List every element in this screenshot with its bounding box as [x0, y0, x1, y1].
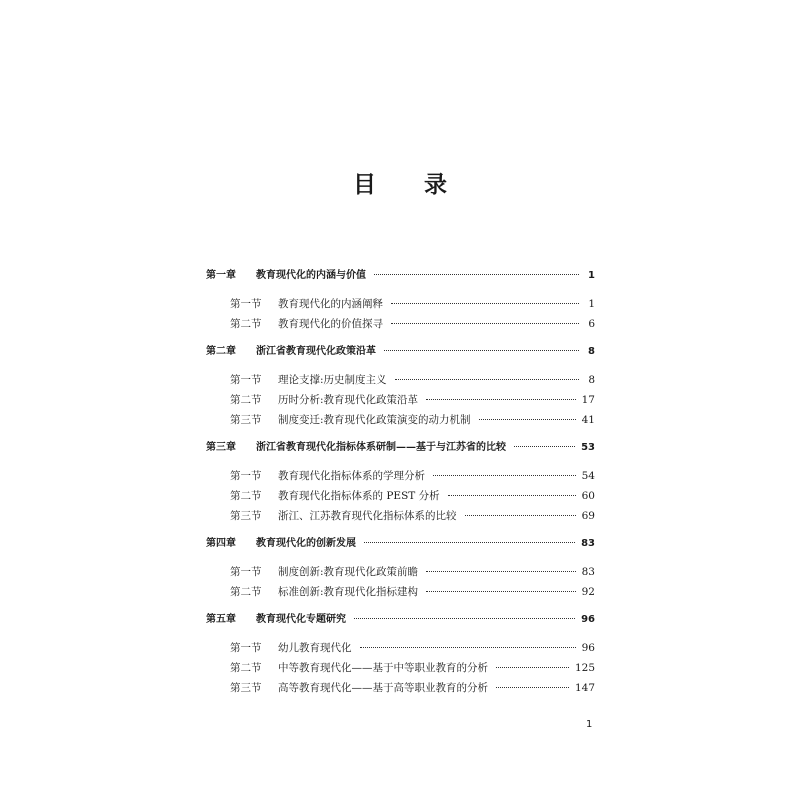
- toc-entry-page: 17: [581, 394, 595, 406]
- toc-entry-title: 浙江省教育现代化政策沿革: [256, 346, 376, 357]
- toc-section-entry: [206, 370, 595, 390]
- toc-entry-page: 8: [588, 346, 595, 357]
- toc-entry-number: 第三节: [230, 510, 262, 522]
- toc-entry-number: 第二节: [230, 490, 262, 502]
- toc-entry-number: 第一节: [230, 566, 262, 578]
- dot-leader: [360, 647, 576, 648]
- toc-section-entry: [206, 390, 595, 410]
- toc-section-entry: [206, 582, 595, 602]
- dot-leader: [514, 446, 575, 447]
- page-number: 1: [586, 719, 593, 730]
- dot-leader: [496, 667, 569, 668]
- toc-entry-number: 第二节: [230, 318, 262, 330]
- toc-entry-title: 教育现代化的价值探寻: [278, 318, 383, 330]
- toc-section-entry: [206, 486, 595, 506]
- dot-leader: [433, 475, 576, 476]
- dot-leader: [426, 399, 576, 400]
- toc-entry-number: 第一节: [230, 374, 262, 386]
- toc-entry-page: 53: [581, 442, 595, 453]
- toc-entry-title: 标准创新:教育现代化指标建构: [278, 586, 419, 598]
- dot-leader: [496, 687, 569, 688]
- page-title: 目 录: [352, 171, 467, 198]
- toc-entry-number: 第二章: [206, 346, 236, 357]
- toc-entry-title: 教育现代化的内涵阐释: [278, 298, 383, 310]
- toc-entry-number: 第四章: [206, 538, 236, 549]
- toc-entry-page: 147: [574, 682, 595, 694]
- dot-leader: [384, 350, 579, 351]
- toc-entry-title: 幼儿教育现代化: [278, 642, 352, 654]
- toc-entry-page: 54: [581, 470, 595, 482]
- toc-section-entry: [206, 638, 595, 658]
- dot-leader: [391, 323, 579, 324]
- toc-chapter-entry: [206, 610, 595, 630]
- toc-entry-number: 第一节: [230, 470, 262, 482]
- toc-entry-number: 第一节: [230, 642, 262, 654]
- dot-leader: [354, 618, 575, 619]
- toc-entry-title: 浙江省教育现代化指标体系研制——基于与江苏省的比较: [256, 442, 506, 453]
- dot-leader: [448, 495, 576, 496]
- toc-entry-page: 96: [581, 614, 595, 625]
- dot-leader: [395, 379, 579, 380]
- dot-leader: [426, 571, 576, 572]
- toc-entry-number: 第二节: [230, 662, 262, 674]
- toc-entry-number: 第三章: [206, 442, 236, 453]
- toc-entry-number: 第二节: [230, 586, 262, 598]
- toc-entry-title: 制度变迁:教育现代化政策演变的动力机制: [278, 414, 471, 426]
- toc-section-entry: [206, 678, 595, 698]
- dot-leader: [479, 419, 576, 420]
- toc-entry-page: 60: [581, 490, 595, 502]
- toc-entry-title: 高等教育现代化——基于高等职业教育的分析: [278, 682, 488, 694]
- toc-entry-title: 历时分析:教育现代化政策沿革: [278, 394, 419, 406]
- toc-entry-page: 41: [581, 414, 595, 426]
- toc-entry-number: 第二节: [230, 394, 262, 406]
- toc-entry-page: 83: [581, 538, 595, 549]
- toc-section-entry: [206, 294, 595, 314]
- toc-section-entry: [206, 314, 595, 334]
- toc-entry-number: 第三节: [230, 414, 262, 426]
- toc-entry-page: 96: [581, 642, 595, 654]
- toc-entry-page: 83: [581, 566, 595, 578]
- table-of-contents: [206, 266, 595, 698]
- toc-entry-page: 1: [588, 270, 595, 281]
- toc-section-entry: [206, 562, 595, 582]
- dot-leader: [391, 303, 579, 304]
- toc-chapter-entry: [206, 266, 595, 286]
- toc-entry-page: 6: [588, 318, 595, 330]
- toc-chapter-entry: [206, 342, 595, 362]
- toc-entry-page: 125: [574, 662, 595, 674]
- toc-entry-page: 92: [581, 586, 595, 598]
- dot-leader: [364, 542, 575, 543]
- toc-entry-title: 中等教育现代化——基于中等职业教育的分析: [278, 662, 488, 674]
- toc-section-entry: [206, 466, 595, 486]
- toc-entry-page: 69: [581, 510, 595, 522]
- toc-section-entry: [206, 658, 595, 678]
- toc-section-entry: [206, 506, 595, 526]
- toc-entry-number: 第一章: [206, 270, 236, 281]
- toc-entry-number: 第五章: [206, 614, 236, 625]
- toc-entry-title: 浙江、江苏教育现代化指标体系的比较: [278, 510, 457, 522]
- toc-section-entry: [206, 410, 595, 430]
- toc-chapter-entry: [206, 438, 595, 458]
- dot-leader: [426, 591, 576, 592]
- toc-entry-title: 教育现代化指标体系的 PEST 分析: [278, 490, 440, 502]
- toc-entry-page: 8: [588, 374, 595, 386]
- toc-entry-title: 教育现代化专题研究: [256, 614, 346, 625]
- toc-entry-title: 教育现代化的创新发展: [256, 538, 356, 549]
- dot-leader: [465, 515, 576, 516]
- toc-entry-number: 第三节: [230, 682, 262, 694]
- toc-entry-title: 教育现代化的内涵与价值: [256, 270, 366, 281]
- toc-chapter-entry: [206, 534, 595, 554]
- dot-leader: [374, 274, 579, 275]
- toc-entry-number: 第一节: [230, 298, 262, 310]
- toc-entry-page: 1: [588, 298, 595, 310]
- toc-entry-title: 理论支撑:历史制度主义: [278, 374, 387, 386]
- toc-entry-title: 制度创新:教育现代化政策前瞻: [278, 566, 419, 578]
- toc-entry-title: 教育现代化指标体系的学理分析: [278, 470, 425, 482]
